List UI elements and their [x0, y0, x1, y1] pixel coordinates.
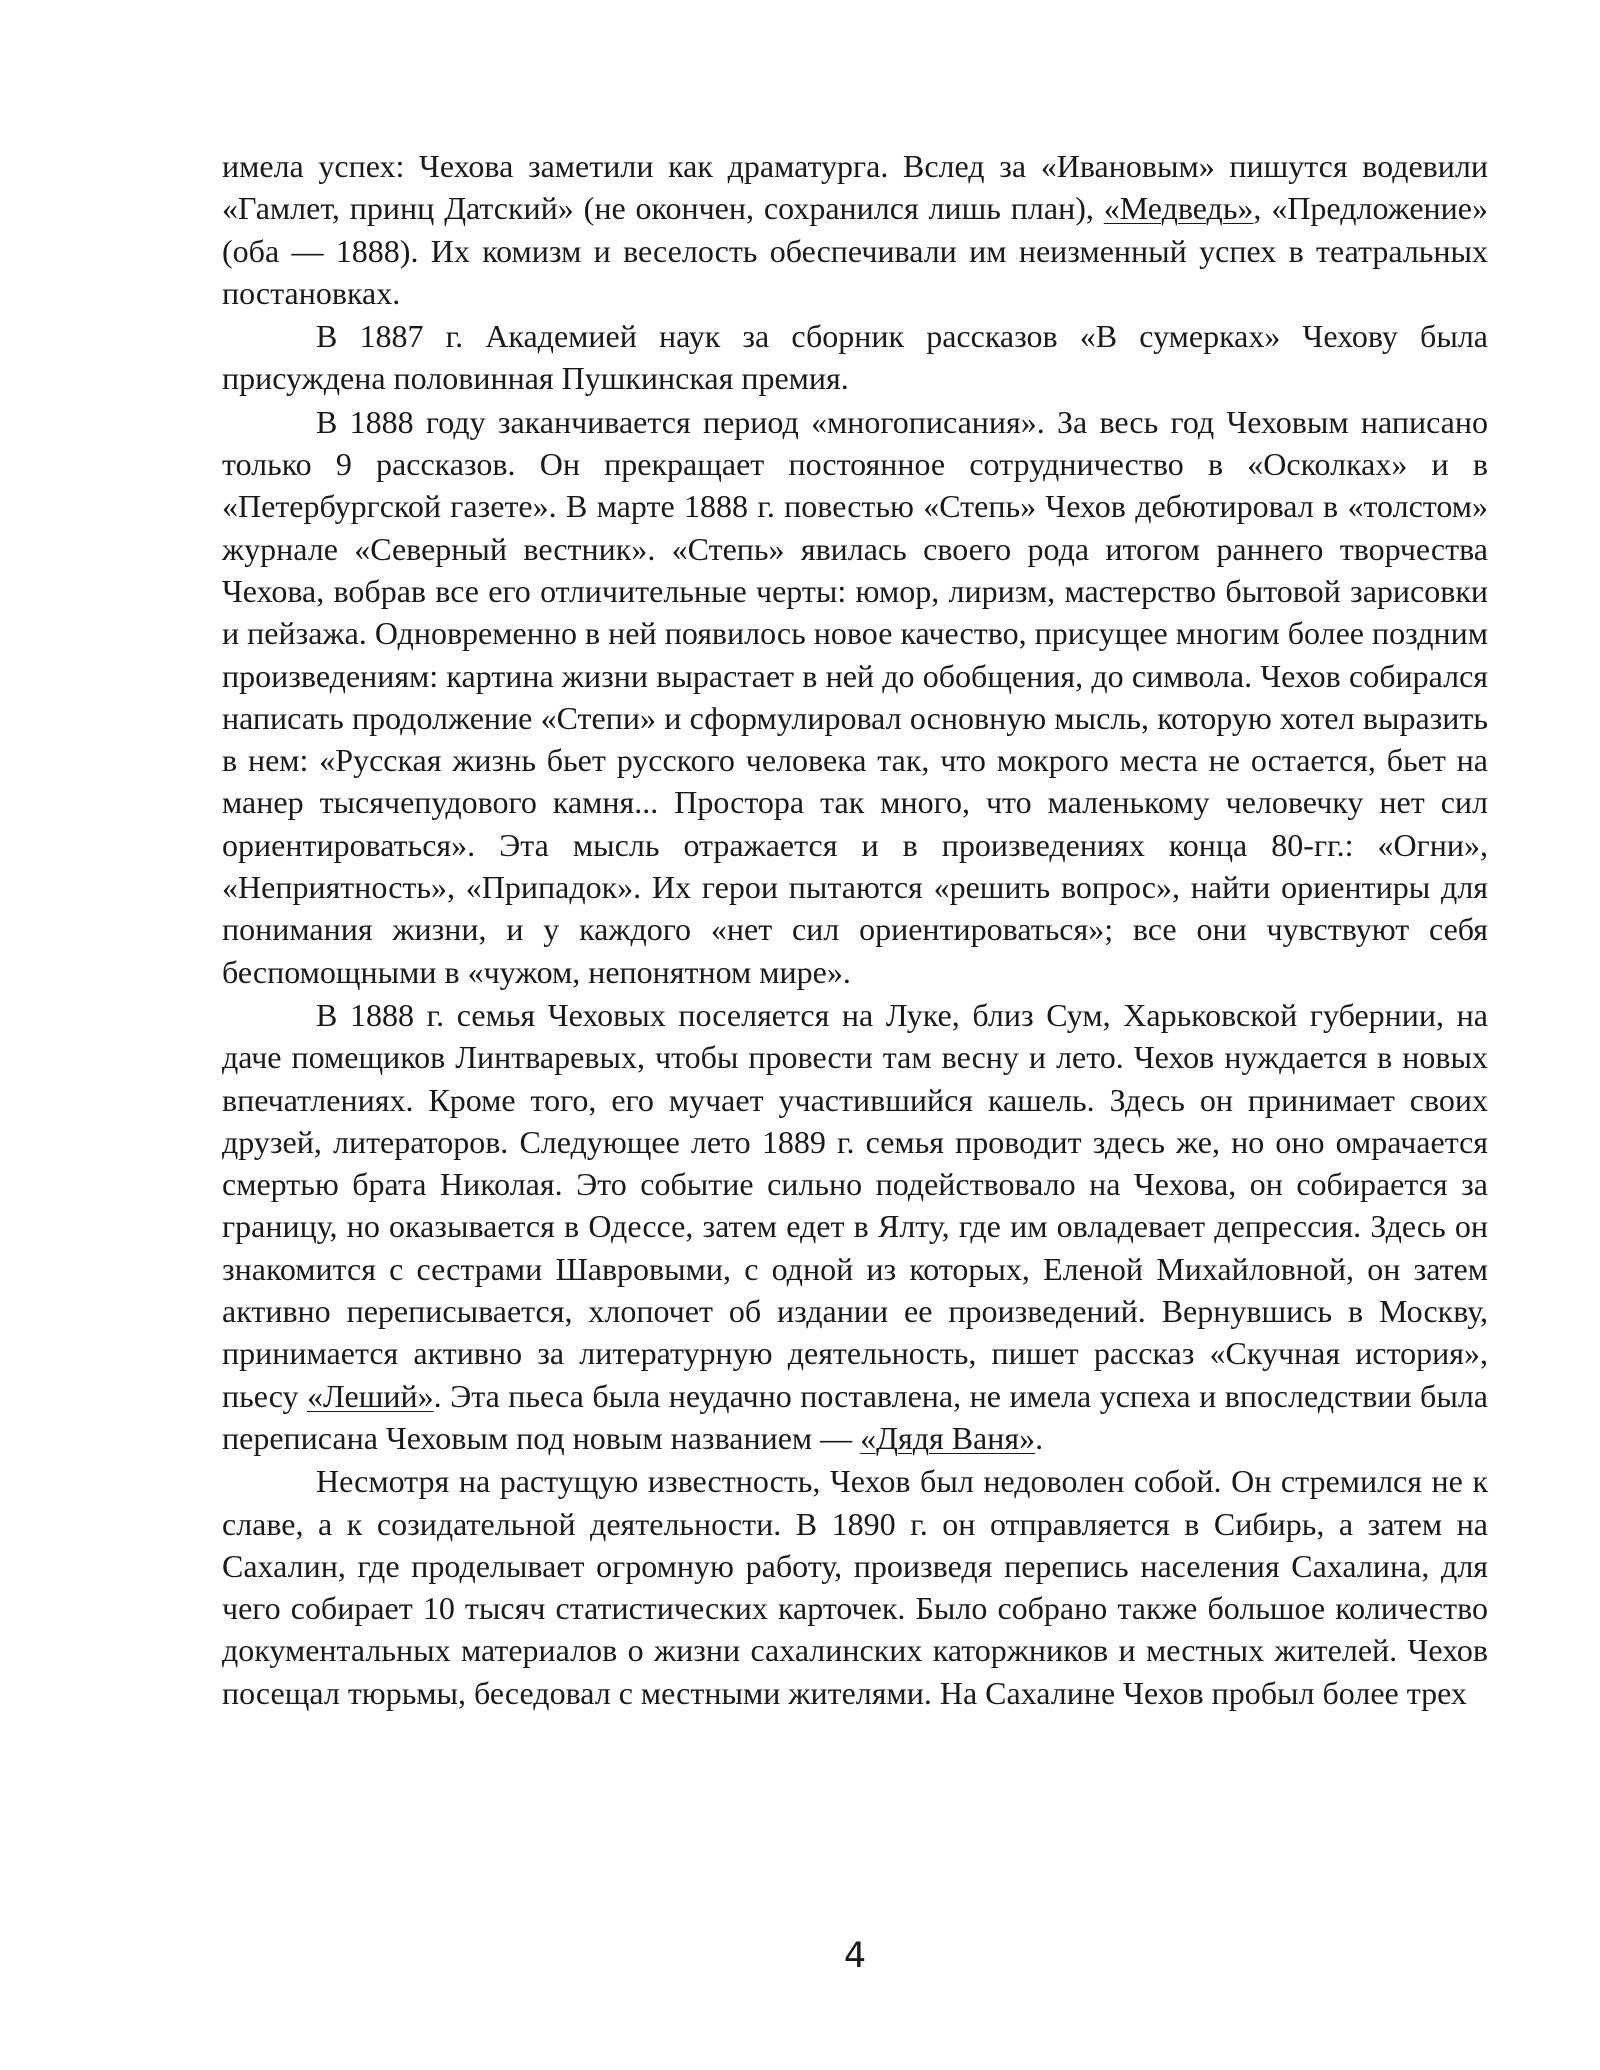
paragraph-text: , «Предложение» (оба — 1888). Их комизм и веселость обеспечивали им неизменный успех в театральных постановках.: [222, 190, 1489, 311]
paragraph-vaudevilles: [222, 145, 1488, 314]
link-medved[interactable]: «Медведь»: [1103, 190, 1254, 227]
paragraph-pushkin-prize: В 1887 г. Академией наук за сборник рассказов «В сумерках» Чехову была присуждена половинная Пушкинская премия.: [222, 318, 1488, 397]
page-number: 4: [843, 1936, 867, 1976]
link-leshiy[interactable]: «Леший»: [307, 1377, 434, 1414]
paragraph-step: В 1888 году заканчивается период «многописания». За весь год Чеховым написано только 9 рассказов. Он прекращает постоянное сотрудничество в «Осколках» и в «Петербургской газете». В марте 1888 г. повестью «Степь» Чехов дебютировал в «толстом» журнале «Северный вестник». «Степь» явилась своего рода итогом раннего творчества Чехова, вобрав все его отличительные черты: юмор, лиризм, мастерство бытовой зарисовки и пейзажа. Одновременно в ней появилось новое качество, присущее многим более поздним произведениям: картина жизни вырастает в ней до обобщения, до символа. Чехов собирался написать продолжение «Степи» и сформулировал основную мысль, которую хотел выразить в нем: «Русская жизнь бьет русского человека так, что мокрого места не остается, бьет на манер тысячепудового камня... Простора так много, что маленькому человечку нет сил ориентироваться». Эта мысль отражается и в произведениях конца 80-гг.: «Огни», «Неприятность», «Припадок». Их герои пытаются «решить вопрос», найти ориентиры для понимания жизни, и у каждого «нет сил ориентироваться»; все они чувствуют себя беспомощными в «чужом, непонятном мире».: [222, 403, 1488, 990]
paragraph-luka: [222, 994, 1488, 1459]
paragraph-text: . Эта пьеса была неудачно поставлена, не имела успеха и впоследствии была переписана Чеховым под новым названием —: [222, 1377, 1489, 1456]
paragraph-text: .: [1035, 1419, 1044, 1456]
link-dyadya-vanya[interactable]: «Дядя Ваня»: [860, 1419, 1036, 1456]
paragraph-text: имела успех: Чехова заметили как драматурга. Вслед за «Ивановым» пишутся водевили «Гамлет, принц Датский» (не окончен, сохранился лишь план),: [222, 148, 1488, 227]
paragraph-sakhalin: Несмотря на растущую известность, Чехов был недоволен собой. Он стремился не к славе, а к созидательной деятельности. В 1890 г. он отправляется в Сибирь, а затем на Сахалин, где проделывает огромную работу, произведя перепись населения Сахалина, для чего собирает 10 тысяч статистических карточек. Было собрано также большое количество документальных материалов о жизни сахалинских каторжников и местных жителей. Чехов посещал тюрьмы, беседовал с местными жителями. На Сахалине Чехов пробыл более трех: [222, 1463, 1488, 1711]
paragraph-text: В 1888 г. семья Чеховых поселяется на Луке, близ Сум, Харьковской губернии, на даче помещиков Линтваревых, чтобы провести там весну и лето. Чехов нуждается в новых впечатлениях. Кроме того, его мучает участившийся кашель. Здесь он принимает своих друзей, литераторов. Следующее лето 1889 г. семья проводит здесь же, но оно омрачается смертью брата Николая. Это событие сильно подействовало на Чехова, он собирается за границу, но оказывается в Одессе, затем едет в Ялту, где им овладевает депрессия. Здесь он знакомится с сестрами Шавровыми, с одной из которых, Еленой Михайловной, он затем активно переписывается, хлопочет об издании ее произведений. Вернувшись в Москву, принимается активно за литературную деятельность, пишет рассказ «Скучная история», пьесу: [222, 996, 1488, 1414]
document-page: [222, 145, 1488, 1714]
